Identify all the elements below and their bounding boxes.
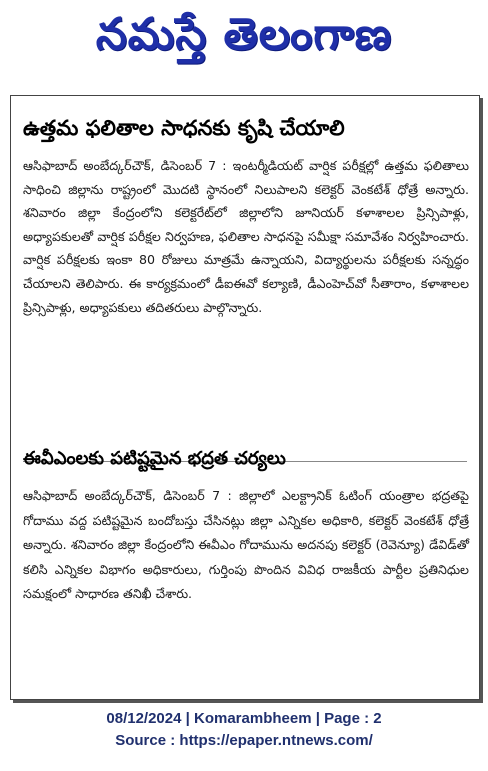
source-footer <box>0 708 488 752</box>
source-link[interactable]: Source : https://epaper.ntnews.com/ <box>115 732 373 749</box>
news-clipping <box>10 95 480 700</box>
article-2-headline: ఈవీఎంలకు పటిష్టమైన భద్రత చర్యలు <box>23 448 286 469</box>
article-2-body: ఆసిఫాబాద్ అంబేద్కర్‌చౌక్, డిసెంబర్ 7 : జిల్లాలో ఎలక్ట్రానిక్ ఓటింగ్ యంత్రాల భద్రతపై గోదాము వద్ద పటిష్టమైన బందోబస్తు చేసినట్లు జిల్లా ఎన్నికల అధికారి, కలెక్టర్ వెంకటేశ్ ధోత్రే అన్నారు. శనివారం జిల్లా కేంద్రంలోని ఈవీఎం గోదామును అదనపు కలెక్టర్ (రెవెన్యూ) డేవిడ్‌తో కలిసి ఎన్నికల విభాగం అధికారులు, గుర్తింపు పొందిన వివిధ రాజకీయ పార్టీల ప్రతినిధుల సమక్షంలో సాధారణ తనిఖీ చేశారు. <box>23 488 469 602</box>
article-1-headline: ఉత్తమ ఫలితాల సాధనకు కృషి చేయాలి <box>23 116 345 140</box>
article-1-body: ఆసిఫాబాద్ అంబేద్కర్‌చౌక్, డిసెంబర్ 7 : ఇంటర్మీడియట్ వార్షిక పరీక్షల్లో ఉత్తమ ఫలితాలు సాధించి జిల్లాను రాష్ట్రంలో మొదటి స్థానంలో నిలుపాలని కలెక్టర్ వెంకటేశ్ ధోత్రే అన్నారు. శనివారం జిల్లా కేంద్రంలోని కలెక్టరేట్‌లో జిల్లాలోని జూనియర్ కళాశాలల ప్రిన్సిపాళ్లు, అధ్యాపకులతో వార్షిక పరీక్షల నిర్వహణ, ఫలితాల సాధనపై సమీక్షా సమావేశం నిర్వహించారు. వార్షిక పరీక్షలకు ఇంకా 80 రోజులు మాత్రమే ఉన్నాయని, విద్యార్థులను పరీక్షలకు సన్నద్ధం చేయాలని తెలిపారు. ఈ కార్యక్రమంలో డీఐఈవో కల్యాణి, డీఎంహెచ్‌వో సీతారాం, కళాశాలల ప్రిన్సిపాళ్లు, అధ్యాపకులు తదితరులు పాల్గొన్నారు. <box>23 158 469 315</box>
newspaper-logo: నమస్తే తెలంగాణ <box>95 9 393 60</box>
edition-info: 08/12/2024 | Komarambheem | Page : 2 <box>106 710 382 727</box>
masthead <box>0 0 488 80</box>
